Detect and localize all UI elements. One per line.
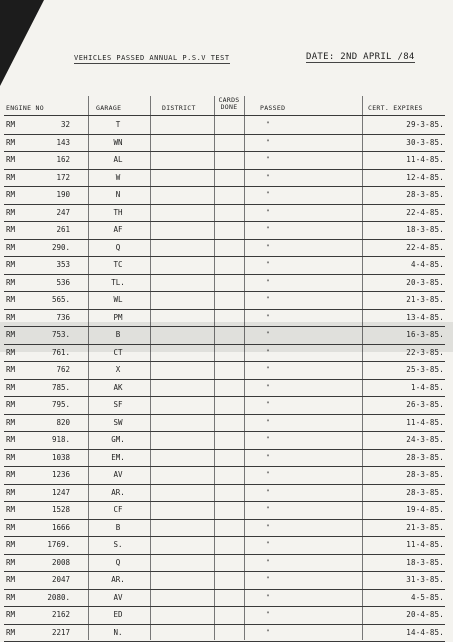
cell-garage: SW	[113, 417, 123, 427]
table-row	[0, 274, 453, 292]
cell-class: RM	[6, 470, 16, 479]
document-title: VEHICLES PASSED ANNUAL P.S.V TEST	[74, 54, 230, 62]
cell-cert-expires: 11-4-85.	[406, 417, 444, 427]
cell-class: RM	[6, 137, 16, 147]
cell-engine-no: 2047	[51, 575, 70, 584]
cell-garage: S.	[113, 540, 123, 549]
cell-engine-no: 785.	[51, 382, 70, 392]
cell-garage: TL.	[111, 277, 125, 287]
cell-garage: WN	[113, 137, 123, 147]
table-row	[0, 449, 453, 467]
column-header-cards-done: CARDS DONE	[218, 96, 240, 111]
cell-passed: "	[266, 156, 270, 163]
cell-engine-no: 761.	[51, 347, 70, 357]
cell-cert-expires: 21-3-85.	[406, 295, 444, 304]
cell-passed: "	[266, 488, 270, 496]
cell-class: RM	[6, 540, 16, 549]
column-header-district: DISTRICT	[162, 104, 196, 112]
column-header-passed: PASSED	[260, 104, 286, 112]
table-row	[0, 256, 453, 274]
table-row	[0, 501, 453, 519]
cell-cert-expires: 24-3-85.	[406, 435, 444, 444]
cell-cert-expires: 20-3-85.	[406, 277, 444, 287]
cell-engine-no: 1666	[51, 522, 70, 532]
cell-engine-no: 290.	[51, 242, 70, 252]
cell-garage: X	[115, 365, 121, 374]
cell-cert-expires: 22-3-85.	[406, 347, 444, 357]
cell-cert-expires: 11-4-85.	[406, 540, 444, 549]
column-header-cert-expires: CERT. EXPIRES	[368, 104, 423, 112]
table-row	[0, 116, 453, 134]
cell-garage: AL	[113, 155, 123, 164]
cell-garage: T	[115, 120, 121, 129]
cell-cert-expires: 30-3-85.	[406, 137, 444, 147]
cell-passed: "	[266, 541, 270, 548]
cell-garage: PM	[113, 312, 123, 322]
cell-passed: "	[266, 506, 270, 513]
cell-class: RM	[6, 557, 16, 567]
cell-class: RM	[6, 400, 16, 409]
cell-cert-expires: 13-4-85.	[406, 312, 444, 322]
table-row	[0, 151, 453, 169]
cell-passed: "	[266, 348, 270, 356]
cell-garage: AK	[113, 382, 123, 392]
cell-cert-expires: 14-4-85.	[406, 627, 444, 637]
cell-class: RM	[6, 207, 16, 217]
cell-class: RM	[6, 382, 16, 392]
cell-engine-no: 753.	[51, 330, 70, 339]
cell-garage: GM.	[111, 435, 125, 444]
cell-garage: ED	[113, 610, 123, 619]
cell-class: RM	[6, 347, 16, 357]
cell-passed: "	[266, 366, 270, 373]
column-header-engine-no: ENGINE NO	[6, 104, 44, 112]
table-row	[0, 326, 453, 344]
table-row	[0, 414, 453, 432]
cell-engine-no: 190	[56, 190, 70, 199]
cell-passed: "	[266, 418, 270, 426]
cell-cert-expires: 4-4-85.	[410, 260, 444, 269]
cell-engine-no: 247	[56, 207, 70, 217]
table-row	[0, 589, 453, 607]
table-row	[0, 396, 453, 414]
cell-class: RM	[6, 627, 16, 637]
cell-garage: CT	[113, 347, 123, 357]
cell-class: RM	[6, 225, 16, 234]
cell-engine-no: 762	[56, 365, 70, 374]
cell-passed: "	[266, 593, 270, 601]
table-row	[0, 379, 453, 397]
cell-passed: "	[266, 313, 270, 321]
cell-class: RM	[6, 277, 16, 287]
table-row	[0, 239, 453, 257]
cell-cert-expires: 25-3-85.	[406, 365, 444, 374]
cell-passed: "	[266, 383, 270, 391]
cell-garage: AV	[113, 470, 123, 479]
cell-engine-no: 918.	[51, 435, 70, 444]
cell-engine-no: 1528	[51, 505, 70, 514]
cell-engine-no: 2217	[51, 627, 70, 637]
table-row	[0, 309, 453, 327]
table-row	[0, 466, 453, 484]
cell-class: RM	[6, 295, 16, 304]
cell-engine-no: 536	[56, 277, 70, 287]
cell-class: RM	[6, 505, 16, 514]
cell-cert-expires: 18-3-85.	[406, 225, 444, 234]
cell-cert-expires: 28-3-85.	[406, 470, 444, 479]
cell-class: RM	[6, 487, 16, 497]
cell-class: RM	[6, 592, 16, 602]
cell-engine-no: 1247	[51, 487, 70, 497]
table-row	[0, 134, 453, 152]
table-row	[0, 624, 453, 642]
cell-engine-no: 1038	[51, 452, 70, 462]
cell-cert-expires: 19-4-85.	[406, 505, 444, 514]
cell-engine-no: 820	[56, 417, 70, 427]
cell-class: RM	[6, 120, 16, 129]
cell-class: RM	[6, 522, 16, 532]
cell-cert-expires: 1-4-85.	[410, 382, 444, 392]
cell-passed: "	[266, 261, 270, 268]
cell-passed: "	[266, 611, 270, 618]
cell-passed: "	[266, 436, 270, 443]
table-row	[0, 186, 453, 204]
cell-cert-expires: 29-3-85.	[406, 120, 444, 129]
cell-cert-expires: 31-3-85.	[406, 575, 444, 584]
cell-class: RM	[6, 172, 16, 182]
cell-class: RM	[6, 312, 16, 322]
table-row	[0, 291, 453, 309]
scan-corner-shadow	[0, 0, 44, 86]
cell-class: RM	[6, 242, 16, 252]
cell-garage: Q	[115, 557, 121, 567]
cell-engine-no: 162	[56, 155, 70, 164]
cell-garage: Q	[115, 242, 121, 252]
cell-passed: "	[266, 226, 270, 233]
cell-garage: N.	[113, 627, 123, 637]
cell-class: RM	[6, 575, 16, 584]
cell-passed: "	[266, 138, 270, 146]
cell-garage: TC	[113, 260, 123, 269]
table-row	[0, 344, 453, 362]
cell-engine-no: 143	[56, 137, 70, 147]
cell-engine-no: 2008	[51, 557, 70, 567]
cell-engine-no: 795.	[51, 400, 70, 409]
table-row	[0, 571, 453, 589]
table-row	[0, 431, 453, 449]
cell-cert-expires: 22-4-85.	[406, 242, 444, 252]
cell-cert-expires: 20-4-85.	[406, 610, 444, 619]
cell-passed: "	[266, 331, 270, 338]
cell-class: RM	[6, 610, 16, 619]
cell-cert-expires: 4-5-85.	[410, 592, 444, 602]
cell-cert-expires: 28-3-85.	[406, 487, 444, 497]
cell-engine-no: 353	[56, 260, 70, 269]
table-row	[0, 606, 453, 624]
cell-class: RM	[6, 260, 16, 269]
cell-garage: W	[115, 172, 121, 182]
cell-cert-expires: 12-4-85.	[406, 172, 444, 182]
cell-garage: N	[115, 190, 121, 199]
cell-garage: B	[115, 330, 121, 339]
cell-passed: "	[266, 121, 270, 128]
cell-cert-expires: 28-3-85.	[406, 190, 444, 199]
cell-cert-expires: 11-4-85.	[406, 155, 444, 164]
cell-class: RM	[6, 435, 16, 444]
cell-passed: "	[266, 471, 270, 478]
cell-engine-no: 736	[56, 312, 70, 322]
cell-passed: "	[266, 576, 270, 583]
cell-class: RM	[6, 190, 16, 199]
cell-cert-expires: 18-3-85.	[406, 557, 444, 567]
cell-passed: "	[266, 558, 270, 566]
cell-engine-no: 172	[56, 172, 70, 182]
cell-engine-no: 32	[60, 120, 70, 129]
cell-passed: "	[266, 243, 270, 251]
table-row	[0, 554, 453, 572]
cell-class: RM	[6, 452, 16, 462]
table-row	[0, 484, 453, 502]
cell-cert-expires: 16-3-85.	[406, 330, 444, 339]
cell-passed: "	[266, 208, 270, 216]
cell-garage: CF	[113, 505, 123, 514]
cell-passed: "	[266, 173, 270, 181]
table-row	[0, 361, 453, 379]
cell-garage: AV	[113, 592, 123, 602]
table-row	[0, 169, 453, 187]
cell-passed: "	[266, 401, 270, 408]
cell-garage: B	[115, 522, 121, 532]
cell-class: RM	[6, 330, 16, 339]
cell-garage: SF	[113, 400, 123, 409]
cell-class: RM	[6, 417, 16, 427]
cell-engine-no: 261	[56, 225, 70, 234]
cell-garage: AR.	[111, 575, 125, 584]
cell-garage: AR.	[111, 487, 125, 497]
cell-passed: "	[266, 296, 270, 303]
cell-passed: "	[266, 453, 270, 461]
cell-passed: "	[266, 191, 270, 198]
cell-garage: AF	[113, 225, 123, 234]
cell-engine-no: 1236	[51, 470, 70, 479]
table-row	[0, 519, 453, 537]
cell-garage: TH	[113, 207, 123, 217]
cell-cert-expires: 22-4-85.	[406, 207, 444, 217]
cell-garage: WL	[113, 295, 123, 304]
cell-cert-expires: 26-3-85.	[406, 400, 444, 409]
cell-garage: EM.	[111, 452, 125, 462]
cell-passed: "	[266, 628, 270, 636]
table-row	[0, 221, 453, 239]
cell-engine-no: 1769.	[47, 540, 70, 549]
cell-cert-expires: 28-3-85.	[406, 452, 444, 462]
cell-cert-expires: 21-3-85.	[406, 522, 444, 532]
document-date: DATE: 2ND APRIL /84	[306, 52, 415, 62]
cell-engine-no: 2080.	[47, 592, 70, 602]
cell-class: RM	[6, 365, 16, 374]
cell-engine-no: 565.	[51, 295, 70, 304]
table-row	[0, 536, 453, 554]
column-header-garage: GARAGE	[96, 104, 122, 112]
cell-class: RM	[6, 155, 16, 164]
cell-passed: "	[266, 278, 270, 286]
cell-engine-no: 2162	[51, 610, 70, 619]
table-row	[0, 204, 453, 222]
cell-passed: "	[266, 523, 270, 531]
